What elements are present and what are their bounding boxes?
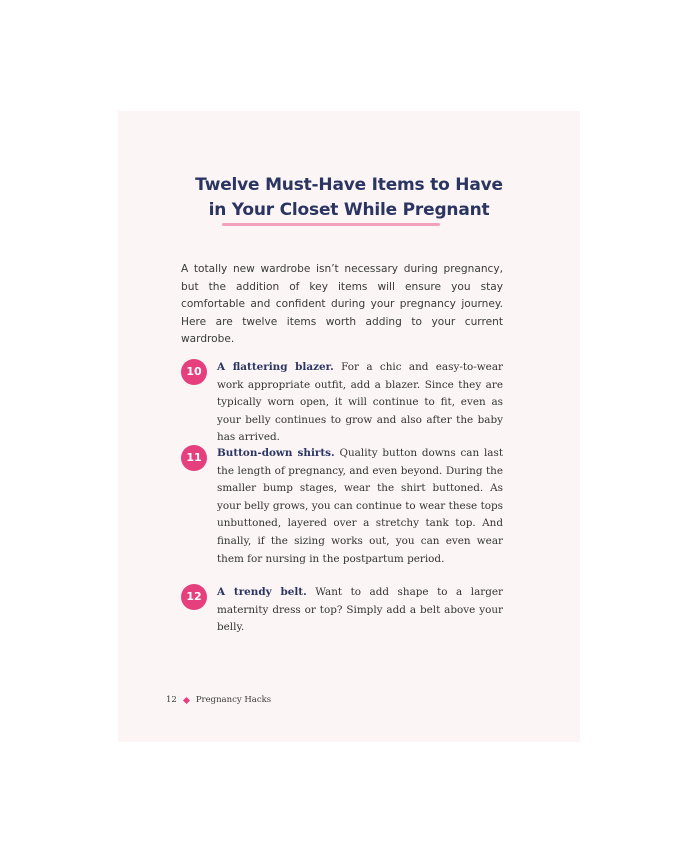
item-number-badge: 10 — [181, 359, 207, 385]
title-underline — [222, 223, 440, 226]
item-lead: A trendy belt. — [217, 586, 307, 598]
item-body: Quality button downs can last the length of pregnancy, and even beyond. During the smaller bump stages, wear the shirt buttoned. As your belly grows, you can continue to wear these tops unbuttoned, layered over a stretchy tank top. And finally, if the sizing works out, you can even wear them for nursing in the postpartum period. — [217, 447, 504, 565]
intro-paragraph: A totally new wardrobe isn’t necessary during pregnancy, but the addition of key items will ensure you stay comfortable and confident during your pregnancy journey. Here are twelve items worth adding to your current wardrobe. — [181, 263, 503, 346]
item-text — [217, 359, 503, 447]
page-title — [118, 173, 580, 223]
page-footer — [166, 695, 271, 705]
item-number-badge: 12 — [181, 584, 207, 610]
item-lead: Button-down shirts. — [217, 447, 335, 459]
page-number: 12 — [166, 695, 177, 705]
item-body: For a chic and easy-to-wear work appropriate outfit, add a blazer. Since they are typically worn open, it will continue to fit, even as your belly continues to grow and also after the baby has arrived. — [217, 361, 503, 444]
item-text — [217, 445, 503, 568]
item-number-badge: 11 — [181, 445, 207, 471]
book-page — [118, 111, 580, 742]
item-body: Want to add shape to a larger maternity dress or top? Simply add a belt above your belly. — [217, 586, 503, 634]
book-title: Pregnancy Hacks — [195, 695, 272, 705]
title-line-1: Twelve Must-Have Items to Have — [195, 175, 503, 195]
diamond-icon — [183, 696, 190, 703]
item-text — [217, 584, 503, 637]
item-lead: A flattering blazer. — [217, 361, 334, 373]
title-line-2: in Your Closet While Pregnant — [208, 200, 490, 220]
